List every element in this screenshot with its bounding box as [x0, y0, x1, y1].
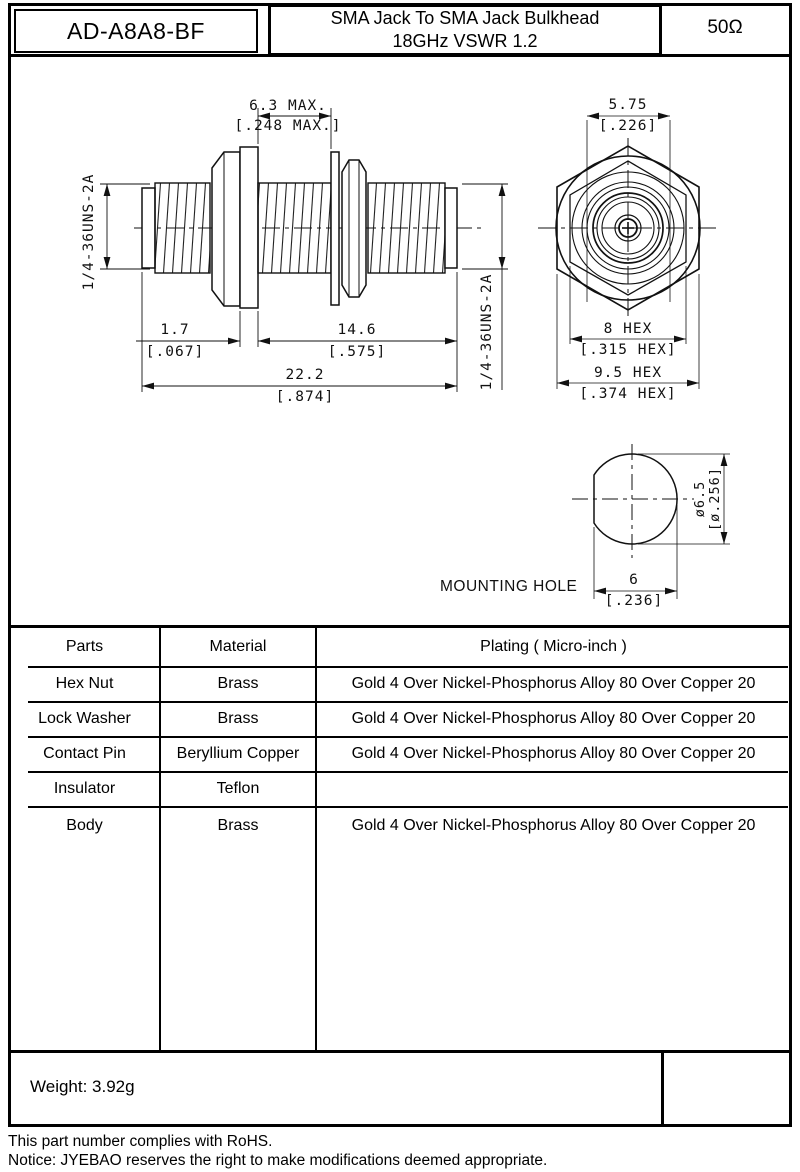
- table-cell-material: Beryllium Copper: [176, 745, 300, 762]
- weight-label: Weight: 3.92g: [30, 1077, 135, 1096]
- table-cell-plating: Gold 4 Over Nickel-Phosphorus Alloy 80 Over Copper 20: [351, 817, 756, 834]
- table-cell-part: Insulator: [53, 780, 116, 797]
- hex-nut: [342, 160, 366, 297]
- dim-label: ø6.5: [692, 480, 708, 518]
- table-cell-part: Body: [66, 817, 103, 834]
- title-block: [268, 4, 662, 56]
- table-row-line: [28, 736, 788, 738]
- table-cell-part: Lock Washer: [38, 710, 131, 727]
- rohs-note: This part number complies with RoHS.: [8, 1133, 273, 1150]
- table-row-line: [28, 666, 788, 668]
- table-cell-material: Teflon: [216, 780, 260, 797]
- dim-label: [.226]: [598, 118, 658, 134]
- dim-label: [.575]: [327, 344, 387, 360]
- dim-label: [ø.256]: [707, 467, 723, 531]
- title-line-1: SMA Jack To SMA Jack Bulkhead: [330, 8, 600, 28]
- dim-label: [.315 HEX]: [579, 342, 677, 358]
- dim-label: [.248 MAX.]: [234, 118, 342, 134]
- thread-section-left: [155, 183, 210, 273]
- table-header-material: Material: [209, 638, 267, 655]
- dim-label: 5.75: [608, 97, 648, 113]
- dim-label: 8 HEX: [603, 321, 653, 337]
- table-cell-material: Brass: [217, 710, 259, 727]
- table-row-line: [28, 806, 788, 808]
- weight-cell-divider: [661, 1051, 664, 1125]
- dim-label: [.236]: [604, 593, 664, 609]
- lock-washer: [331, 152, 339, 305]
- table-cell-part: Hex Nut: [55, 675, 114, 692]
- technical-drawing: [11, 57, 789, 623]
- table-cell-plating: Gold 4 Over Nickel-Phosphorus Alloy 80 Over Copper 20: [351, 675, 756, 692]
- dim-label: 14.6: [337, 322, 377, 338]
- title-line-2: 18GHz VSWR 1.2: [392, 31, 538, 51]
- drawing-table-divider: [8, 625, 792, 628]
- dim-label: 9.5 HEX: [593, 365, 663, 381]
- table-weight-divider: [8, 1050, 792, 1053]
- table-row-line: [28, 771, 788, 773]
- dim-label: [.067]: [145, 344, 205, 360]
- dim-label: [.874]: [275, 389, 335, 405]
- table-cell-material: Brass: [217, 817, 259, 834]
- flange-disc: [240, 147, 258, 308]
- table-cell-part: Contact Pin: [43, 745, 126, 762]
- dim-label: 22.2: [285, 367, 325, 383]
- part-number-text: AD-A8A8-BF: [67, 17, 205, 44]
- thread-spec-left: 1/4-36UNS-2A: [81, 173, 97, 291]
- thread-spec-right: 1/4-36UNS-2A: [479, 273, 495, 391]
- part-number: [14, 9, 258, 53]
- dim-label: [.374 HEX]: [579, 386, 677, 402]
- notice-note: Notice: JYEBAO reserves the right to make modifications deemed appropriate.: [8, 1152, 548, 1169]
- mounting-hole-label: MOUNTING HOLE: [440, 578, 578, 595]
- dim-label: 6: [629, 572, 639, 588]
- thread-section-right: [368, 183, 445, 273]
- table-cell-plating: Gold 4 Over Nickel-Phosphorus Alloy 80 Over Copper 20: [351, 710, 756, 727]
- table-row-line: [28, 701, 788, 703]
- thread-section-middle: [258, 183, 331, 273]
- bulkhead-hex: [212, 152, 240, 306]
- table-header-parts: Parts: [65, 638, 104, 655]
- dim-flange: [136, 311, 258, 347]
- dim-label: 6.3 MAX.: [249, 98, 327, 114]
- table-cell-material: Brass: [217, 675, 259, 692]
- dim-label: 1.7: [160, 322, 190, 338]
- impedance-label: 50Ω: [707, 17, 743, 38]
- table-header-plating: Plating ( Micro-inch ): [480, 638, 627, 655]
- table-cell-plating: Gold 4 Over Nickel-Phosphorus Alloy 80 Over Copper 20: [351, 745, 756, 762]
